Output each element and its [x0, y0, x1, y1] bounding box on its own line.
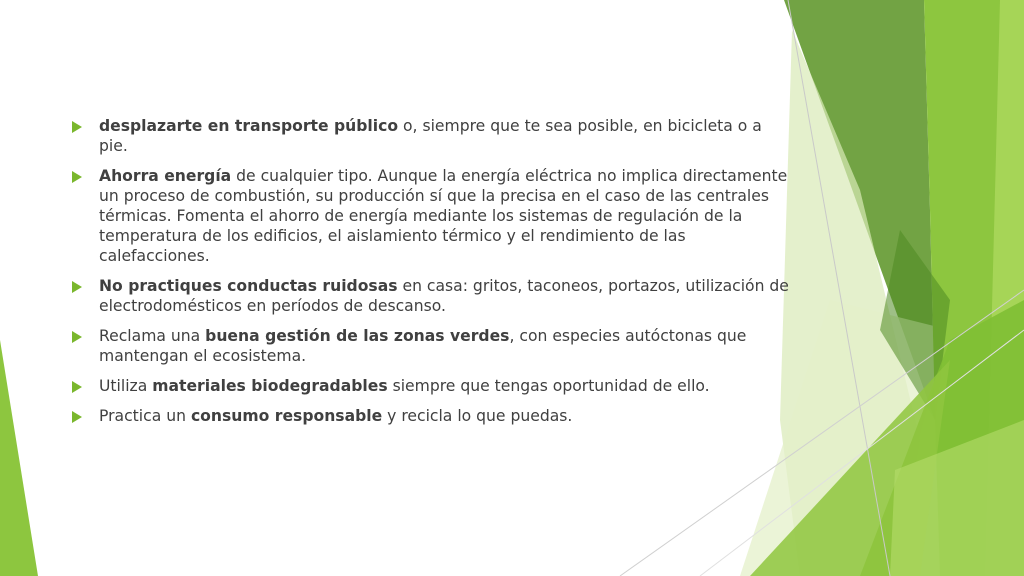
- bullet-bold-text: desplazarte en transporte público: [99, 117, 399, 135]
- bullet-text: y recicla lo que puedas.: [382, 407, 573, 425]
- bullet-text: en casa: gritos, taconeos, portazos, utilización de electrodomésticos en períodos de descanso.: [99, 277, 789, 315]
- bullet-item-noise: [72, 276, 792, 316]
- bullet-item-materials: [72, 376, 792, 396]
- bullet-text: siempre que tengas oportunidad de ello.: [387, 377, 710, 395]
- bullet-arrow-icon: [72, 171, 82, 183]
- bullet-arrow-icon: [72, 381, 82, 393]
- bullet-text: de cualquier tipo. Aunque la energía eléctrica no implica directamente un proceso de combustión, su producción sí que la precisa en el caso de las centrales térmicas. Fomenta el ahorro de energía mediante los sistemas de regulación de la temperatura de los edificios, el aislamiento térmico y el rendimiento de las calefacciones.: [99, 167, 788, 265]
- bullet-item-green-zones: [72, 326, 792, 366]
- bullet-list: [72, 116, 792, 426]
- bullet-text: Utiliza: [99, 377, 153, 395]
- bullet-text: Reclama una: [99, 327, 206, 345]
- bullet-item-energy: [72, 166, 792, 266]
- bullet-bold-text: buena gestión de las zonas verdes: [205, 327, 510, 345]
- left-edge-facet: [0, 340, 38, 576]
- bullet-bold-text: materiales biodegradables: [152, 377, 388, 395]
- bullet-bold-text: No practiques conductas ruidosas: [99, 277, 398, 295]
- bullet-arrow-icon: [72, 411, 82, 423]
- slide-content: [72, 116, 792, 436]
- bullet-text: o, siempre que te sea posible, en bicicleta o a pie.: [99, 117, 762, 155]
- bullet-text: , con especies autóctonas que mantengan el ecosistema.: [99, 327, 747, 365]
- bullet-bold-text: consumo responsable: [190, 407, 383, 425]
- bullet-item-consumption: [72, 406, 792, 426]
- bullet-arrow-icon: [72, 281, 82, 293]
- bullet-bold-text: Ahorra energía: [99, 167, 232, 185]
- bullet-text: Practica un: [99, 407, 191, 425]
- bullet-arrow-icon: [72, 121, 82, 133]
- bullet-item-transport: [72, 116, 792, 156]
- bullet-arrow-icon: [72, 331, 82, 343]
